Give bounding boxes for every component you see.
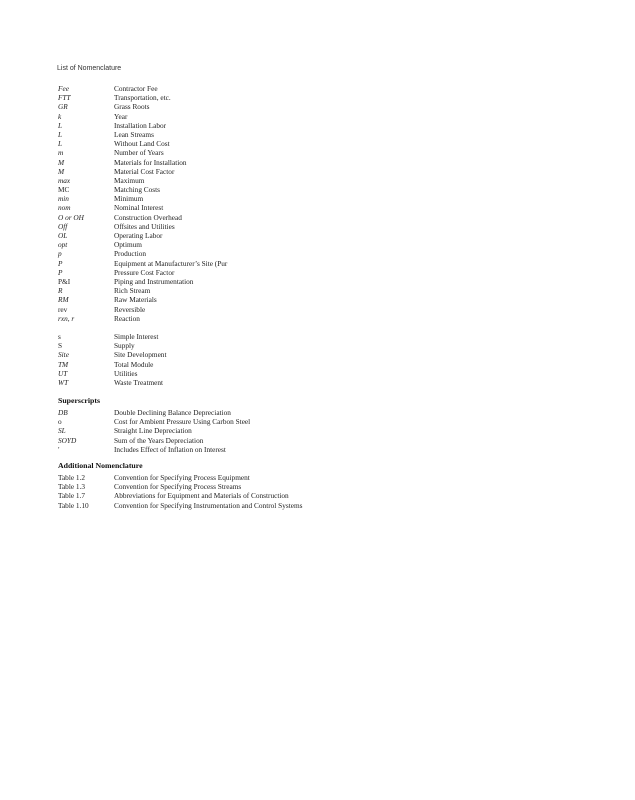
nomenclature-description: Year <box>114 111 128 121</box>
nomenclature-symbol: o <box>58 417 62 427</box>
nomenclature-row <box>58 84 227 93</box>
nomenclature-symbol: ′ <box>58 444 60 454</box>
nomenclature-description: Supply <box>114 341 135 351</box>
nomenclature-row <box>58 314 227 323</box>
nomenclature-symbol: GR <box>58 102 68 112</box>
nomenclature-description: Reaction <box>114 313 140 323</box>
nomenclature-description: Reversible <box>114 304 146 314</box>
nomenclature-description: Abbreviations for Equipment and Materials of Construction <box>114 491 289 501</box>
nomenclature-description: Equipment at Manufacturer’s Site (Pur <box>114 258 228 268</box>
nomenclature-description: Minimum <box>114 194 144 204</box>
nomenclature-row <box>58 130 227 139</box>
nomenclature-description: Optimum <box>114 240 142 250</box>
nomenclature-description: Installation Labor <box>114 120 167 130</box>
nomenclature-description: Raw Materials <box>114 295 157 305</box>
nomenclature-row <box>58 112 227 121</box>
nomenclature-description: Without Land Cost <box>114 139 170 149</box>
nomenclature-symbol: DB <box>58 408 68 417</box>
nomenclature-symbol: P <box>58 258 63 268</box>
subscripts-list-end <box>58 332 167 387</box>
nomenclature-row <box>58 277 227 286</box>
additional-nomenclature-list <box>58 473 302 510</box>
nomenclature-symbol: s <box>58 332 61 341</box>
nomenclature-symbol: FTT <box>58 93 71 103</box>
superscripts-heading: Superscripts <box>58 396 101 405</box>
nomenclature-symbol: max <box>58 175 71 185</box>
nomenclature-row <box>58 121 227 130</box>
nomenclature-row <box>58 501 302 510</box>
nomenclature-row <box>58 139 227 148</box>
nomenclature-symbol: SOYD <box>58 435 77 445</box>
nomenclature-symbol: rxn, r <box>58 313 75 323</box>
additional-nomenclature-heading: Additional Nomenclature <box>58 461 143 470</box>
nomenclature-row <box>58 240 227 249</box>
nomenclature-row <box>58 445 250 454</box>
nomenclature-symbol: Table 1.2 <box>58 473 86 482</box>
nomenclature-row <box>58 203 227 212</box>
nomenclature-row <box>58 378 167 387</box>
nomenclature-row <box>58 158 227 167</box>
nomenclature-symbol: M <box>58 157 65 167</box>
nomenclature-row <box>58 176 227 185</box>
nomenclature-description: Material Cost Factor <box>114 166 175 176</box>
nomenclature-description: Matching Costs <box>114 185 161 195</box>
page-title: List of Nomenclature <box>57 65 122 72</box>
nomenclature-row <box>58 93 227 102</box>
nomenclature-description: Site Development <box>114 350 167 360</box>
nomenclature-symbol: m <box>58 148 64 158</box>
nomenclature-description: Simple Interest <box>114 332 159 341</box>
nomenclature-symbol: TM <box>58 359 69 369</box>
nomenclature-description: Nominal Interest <box>114 203 164 213</box>
nomenclature-description: Piping and Instrumentation <box>114 276 194 286</box>
nomenclature-description: Includes Effect of Inflation on Interest <box>114 444 226 454</box>
nomenclature-description: Convention for Specifying Process Streams <box>114 482 242 492</box>
nomenclature-symbol: SL <box>58 426 66 436</box>
nomenclature-row <box>58 231 227 240</box>
nomenclature-description: Total Module <box>114 359 154 369</box>
nomenclature-symbol: M <box>58 166 65 176</box>
subscripts-list-continued <box>58 84 227 323</box>
nomenclature-description: Construction Overhead <box>114 212 182 222</box>
nomenclature-symbol: L <box>58 129 63 139</box>
nomenclature-row <box>58 222 227 231</box>
nomenclature-description: Rich Stream <box>114 286 151 296</box>
nomenclature-description: Waste Treatment <box>114 377 164 387</box>
nomenclature-symbol: UT <box>58 368 68 378</box>
superscripts-list <box>58 408 250 454</box>
nomenclature-row <box>58 249 227 258</box>
nomenclature-symbol: rev <box>58 304 68 314</box>
nomenclature-row <box>58 408 250 417</box>
nomenclature-row <box>58 341 167 350</box>
nomenclature-row <box>58 148 227 157</box>
nomenclature-row <box>58 332 167 341</box>
nomenclature-symbol: Fee <box>58 84 69 93</box>
nomenclature-description: Utilities <box>114 368 138 378</box>
nomenclature-row <box>58 259 227 268</box>
nomenclature-symbol: RM <box>58 295 69 305</box>
nomenclature-symbol: Off <box>58 221 68 231</box>
nomenclature-description: Transportation, etc. <box>114 93 171 103</box>
nomenclature-symbol: OL <box>58 231 68 240</box>
nomenclature-description: Production <box>114 249 147 259</box>
nomenclature-symbol: Table 1.10 <box>58 500 89 510</box>
nomenclature-description: Convention for Specifying Process Equipment <box>114 473 250 482</box>
nomenclature-description: Lean Streams <box>114 129 154 139</box>
nomenclature-symbol: MC <box>58 185 70 195</box>
nomenclature-row <box>58 350 167 359</box>
nomenclature-description: Cost for Ambient Pressure Using Carbon Steel <box>114 417 251 427</box>
nomenclature-description: Maximum <box>114 175 145 185</box>
nomenclature-row <box>58 194 227 203</box>
nomenclature-row <box>58 369 167 378</box>
nomenclature-row <box>58 436 250 445</box>
nomenclature-symbol: R <box>58 286 63 296</box>
nomenclature-row <box>58 268 227 277</box>
nomenclature-row <box>58 167 227 176</box>
nomenclature-description: Contractor Fee <box>114 84 158 93</box>
nomenclature-symbol: min <box>58 194 69 204</box>
nomenclature-symbol: WT <box>58 377 69 387</box>
nomenclature-symbol: k <box>58 111 62 121</box>
nomenclature-symbol: Table 1.7 <box>58 491 86 501</box>
nomenclature-symbol: Table 1.3 <box>58 482 86 492</box>
nomenclature-row <box>58 185 227 194</box>
nomenclature-symbol: S <box>58 341 63 351</box>
nomenclature-row <box>58 473 302 482</box>
nomenclature-description: Sum of the Years Depreciation <box>114 435 204 445</box>
nomenclature-symbol: P&I <box>58 276 71 286</box>
nomenclature-description: Operating Labor <box>114 231 163 240</box>
nomenclature-description: Double Declining Balance Depreciation <box>114 408 231 417</box>
nomenclature-description: Number of Years <box>114 148 164 158</box>
nomenclature-description: Convention for Specifying Instrumentation and Control Systems <box>114 500 303 510</box>
nomenclature-row <box>58 491 302 500</box>
nomenclature-symbol: opt <box>58 240 68 250</box>
nomenclature-description: Grass Roots <box>114 102 150 112</box>
nomenclature-symbol: P <box>58 267 63 277</box>
nomenclature-description: Pressure Cost Factor <box>114 267 175 277</box>
nomenclature-row <box>58 305 227 314</box>
nomenclature-row <box>58 102 227 111</box>
nomenclature-description: Offsites and Utilities <box>114 221 175 231</box>
nomenclature-row <box>58 482 302 491</box>
nomenclature-row <box>58 295 227 304</box>
nomenclature-symbol: nom <box>58 203 71 213</box>
nomenclature-symbol: p <box>58 249 62 259</box>
nomenclature-symbol: L <box>58 120 63 130</box>
nomenclature-row <box>58 426 250 435</box>
nomenclature-symbol: L <box>58 139 63 149</box>
nomenclature-row <box>58 213 227 222</box>
nomenclature-description: Straight Line Depreciation <box>114 426 192 436</box>
nomenclature-row <box>58 286 227 295</box>
nomenclature-symbol: O or OH <box>58 212 84 222</box>
nomenclature-description: Materials for Installation <box>114 157 187 167</box>
nomenclature-row <box>58 417 250 426</box>
nomenclature-row <box>58 360 167 369</box>
nomenclature-symbol: Site <box>58 350 69 360</box>
